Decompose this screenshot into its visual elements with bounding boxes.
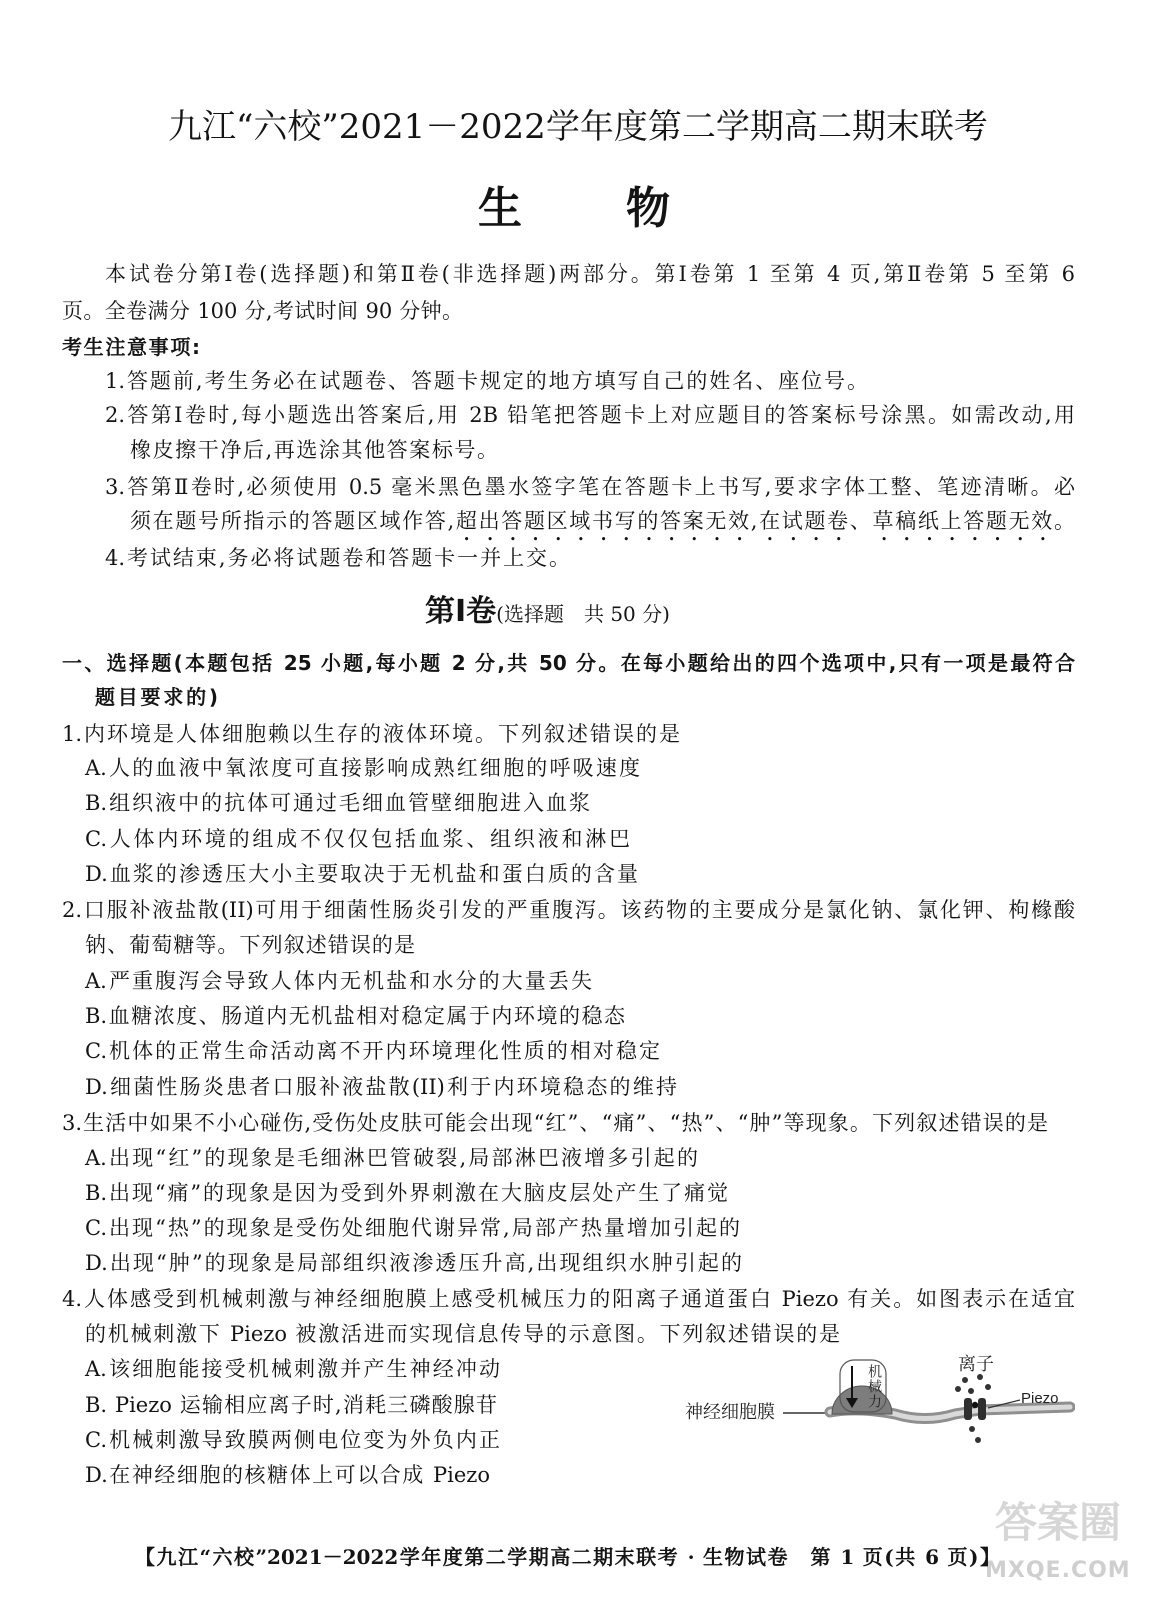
membrane-deformation xyxy=(832,1386,892,1414)
section-title: 第Ⅰ卷 xyxy=(425,594,497,629)
notice-heading: 考生注意事项: xyxy=(62,335,200,359)
question-2-stem-continued: 钠、葡萄糖等。下列叙述错误的是 xyxy=(85,933,415,957)
part-instructions-continued: 题目要求的) xyxy=(95,685,218,709)
section-heading xyxy=(425,590,725,634)
piezo-channel-left xyxy=(964,1398,972,1420)
question-4-option-d: D.在神经细胞的核糖体上可以合成 Piezo xyxy=(85,1463,490,1487)
ion-dot xyxy=(972,1402,978,1408)
question-3-option-b: B.出现“痛”的现象是因为受到外界刺激在大脑皮层处产生了痛觉 xyxy=(85,1181,728,1205)
question-1-stem: 1.内环境是人体细胞赖以生存的液体环境。下列叙述错误的是 xyxy=(62,722,680,746)
question-4-option-a: A.该细胞能接受机械刺激并产生神经冲动 xyxy=(85,1357,500,1381)
membrane-label: 神经细胞膜 xyxy=(685,1402,775,1423)
question-1-option-d: D.血浆的渗透压大小主要取决于无机盐和蛋白质的含量 xyxy=(85,862,638,886)
piezo-label: Piezo xyxy=(1021,1390,1059,1407)
notice-item-3-emphasis: 超出答题区域书写的答案无效,在试题卷、草稿纸上答题无效。 xyxy=(454,509,1075,533)
intro-line: 页。全卷满分 100 分,考试时间 90 分钟。 xyxy=(62,299,463,323)
ion-dot xyxy=(975,1437,981,1443)
notice-item-3-text: 须在题号所指示的答题区域作答, xyxy=(130,509,455,533)
ion-dot xyxy=(969,1426,975,1432)
question-1-option-a: A.人的血液中氧浓度可直接影响成熟红细胞的呼吸速度 xyxy=(85,756,640,780)
force-label: 机械力 xyxy=(866,1364,882,1409)
watermark-logo: 答案圈 xyxy=(995,1498,1122,1547)
question-4-stem: 4.人体感受到机械刺激与神经细胞膜上感受机械压力的阳离子通道蛋白 Piezo 有关。如图表示在适宜 xyxy=(62,1287,1075,1311)
watermark-site: MXQE.COM xyxy=(985,1558,1131,1583)
ion-dot xyxy=(955,1386,961,1392)
question-1-option-c: C.人体内环境的组成不仅仅包括血浆、组织液和淋巴 xyxy=(85,827,630,851)
question-4-stem-continued: 的机械刺激下 Piezo 被激活进而实现信息传导的示意图。下列叙述错误的是 xyxy=(85,1322,840,1346)
notice-item-2-continued: 橡皮擦干净后,再选涂其他答案标号。 xyxy=(130,438,498,462)
question-3-option-a: A.出现“红”的现象是毛细淋巴管破裂,局部淋巴液增多引起的 xyxy=(85,1146,698,1170)
part-instructions: 一、选择题(本题包括 25 小题,每小题 2 分,共 50 分。在每小题给出的四个选项中,只有一项是最符合 xyxy=(62,651,1075,675)
intro-line: 本试卷分第Ⅰ卷(选择题)和第Ⅱ卷(非选择题)两部分。第Ⅰ卷第 1 至第 4 页,第Ⅱ卷第 5 至第 6 xyxy=(105,262,1075,286)
question-3-stem: 3.生活中如果不小心碰伤,受伤处皮肤可能会出现“红”、“痛”、“热”、“肿”等现象。下列叙述错误的是 xyxy=(62,1111,1048,1135)
question-2-option-b: B.血糖浓度、肠道内无机盐相对稳定属于内环境的稳态 xyxy=(85,1004,625,1028)
notice-item-3-continued xyxy=(130,504,1075,539)
question-4-option-c: C.机械刺激导致膜两侧电位变为外负内正 xyxy=(85,1428,500,1452)
subject-title: 生 物 xyxy=(478,183,670,234)
ion-dot xyxy=(962,1377,968,1383)
question-2-option-c: C.机体的正常生命活动离不开内环境理化性质的相对稳定 xyxy=(85,1039,660,1063)
page-footer: 【九江“六校”2021－2022学年度第二学期高二期末联考 · 生物试卷 第 1 页(共 6 页)】 xyxy=(135,1545,1000,1569)
ion-dot xyxy=(985,1384,991,1390)
section-subtitle: (选择题 共 50 分) xyxy=(496,602,670,626)
question-3-option-c: C.出现“热”的现象是受伤处细胞代谢异常,局部产热量增加引起的 xyxy=(85,1216,740,1240)
notice-item-4: 4.考试结束,务必将试题卷和答题卡一并上交。 xyxy=(105,546,570,570)
question-2-option-a: A.严重腹泻会导致人体内无机盐和水分的大量丢失 xyxy=(85,969,592,993)
question-3-option-d: D.出现“肿”的现象是局部组织液渗透压升高,出现组织水肿引起的 xyxy=(85,1251,742,1275)
ion-dot xyxy=(968,1388,974,1394)
exam-title: 九江“六校”2021－2022学年度第二学期高二期末联考 xyxy=(168,107,988,147)
notice-item-1: 1.答题前,考生务必在试题卷、答题卡规定的地方填写自己的姓名、座位号。 xyxy=(105,369,868,393)
notice-item-2: 2.答第Ⅰ卷时,每小题选出答案后,用 2B 铅笔把答题卡上对应题目的答案标号涂黑。如需改动,用 xyxy=(105,403,1075,427)
question-4-option-b: B. Piezo 运输相应离子时,消耗三磷酸腺苷 xyxy=(85,1393,497,1417)
question-2-stem: 2.口服补液盐散(II)可用于细菌性肠炎引发的严重腹泻。该药物的主要成分是氯化钠、氯化钾、枸橼酸 xyxy=(62,898,1075,922)
question-2-option-d: D.细菌性肠炎患者口服补液盐散(II)利于内环境稳态的维持 xyxy=(85,1075,677,1099)
question-1-option-b: B.组织液中的抗体可通过毛细血管壁细胞进入血浆 xyxy=(85,791,590,815)
notice-item-3: 3.答第Ⅱ卷时,必须使用 0.5 毫米黑色墨水签字笔在答题卡上书写,要求字体工整、笔迹清晰。必 xyxy=(105,475,1075,499)
ion-label: 离子 xyxy=(958,1354,994,1375)
piezo-channel-right xyxy=(978,1398,986,1420)
